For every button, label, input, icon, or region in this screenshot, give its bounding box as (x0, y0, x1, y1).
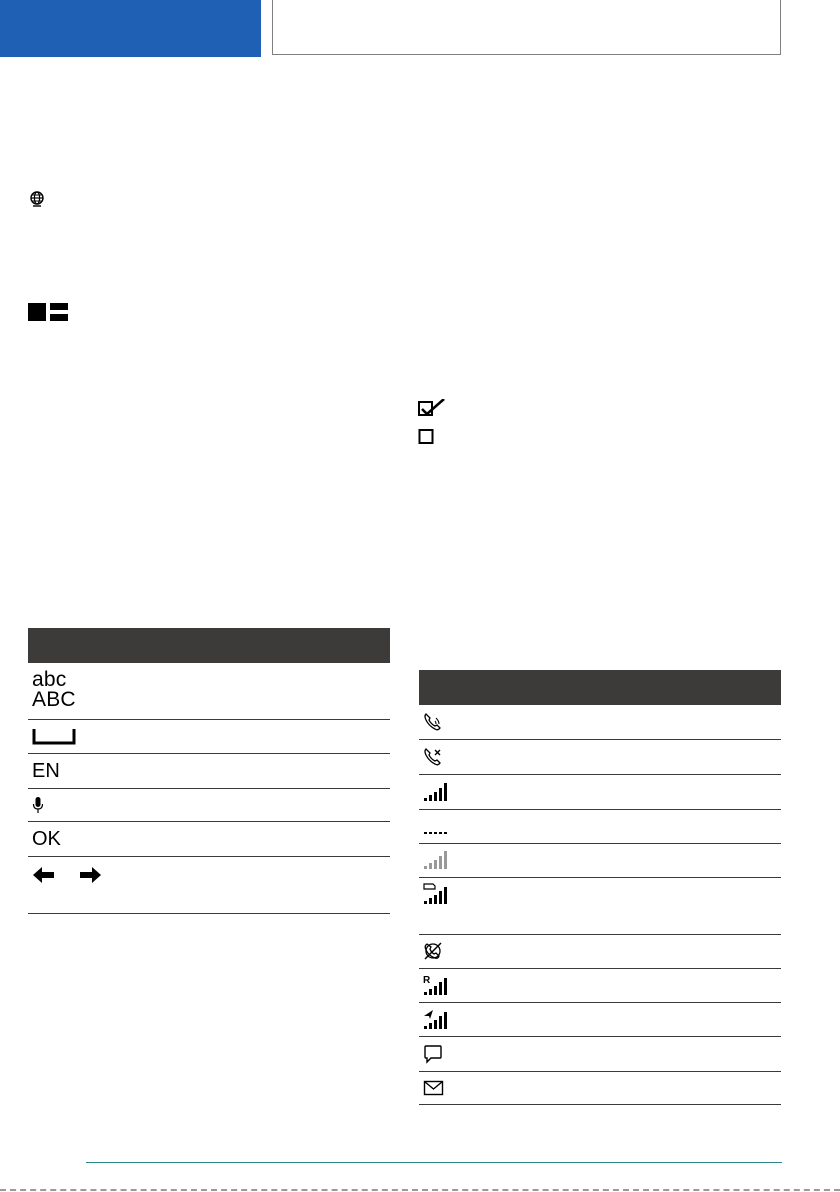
language-icon: EN (32, 759, 60, 782)
table-row (28, 753, 390, 788)
table-header (28, 628, 390, 663)
table-row (28, 821, 390, 856)
signal-gray-icon (423, 850, 453, 870)
signal-sim-icon (423, 883, 453, 905)
table-row (419, 934, 781, 968)
envelope-icon (423, 1079, 445, 1097)
table-row (419, 809, 781, 843)
table-header (419, 670, 781, 705)
letter-case-icon: abc ABC (32, 667, 76, 711)
split-view-icon (28, 303, 68, 321)
space-bar-icon (32, 727, 76, 745)
table-row (419, 1036, 781, 1071)
phone-missed-icon (423, 747, 443, 767)
table-row (419, 968, 781, 1002)
signal-roaming-icon (423, 974, 453, 996)
svg-text:R: R (423, 975, 431, 986)
checkbox-empty-icon (418, 428, 436, 446)
table-row (419, 877, 781, 934)
microphone-icon (32, 796, 44, 814)
table-row (419, 1002, 781, 1036)
table-row (419, 843, 781, 877)
chapter-tab (0, 0, 261, 57)
table-row (419, 1071, 781, 1104)
table-row (419, 774, 781, 809)
keyboard-symbols-table (28, 628, 390, 914)
arrow-left-right-icon (32, 866, 102, 884)
table-row (419, 739, 781, 774)
footer-rule (86, 1162, 782, 1163)
table-row (28, 788, 390, 821)
table-row (28, 856, 390, 913)
ok-icon: OK (32, 827, 61, 850)
signal-data-icon (423, 1008, 453, 1030)
signal-full-icon (423, 782, 453, 802)
table-row (28, 663, 390, 719)
no-network-icon (423, 941, 443, 961)
globe-icon (28, 190, 46, 208)
checkbox-checked-icon (418, 399, 448, 417)
phone-call-icon (423, 712, 443, 732)
message-bubble-icon (423, 1044, 443, 1064)
signal-searching-icon (423, 816, 453, 836)
table-row (28, 719, 390, 753)
page-cut-line (0, 1189, 840, 1191)
status-symbols-table (419, 670, 781, 1105)
table-row (419, 705, 781, 739)
header-title-box (272, 0, 781, 55)
